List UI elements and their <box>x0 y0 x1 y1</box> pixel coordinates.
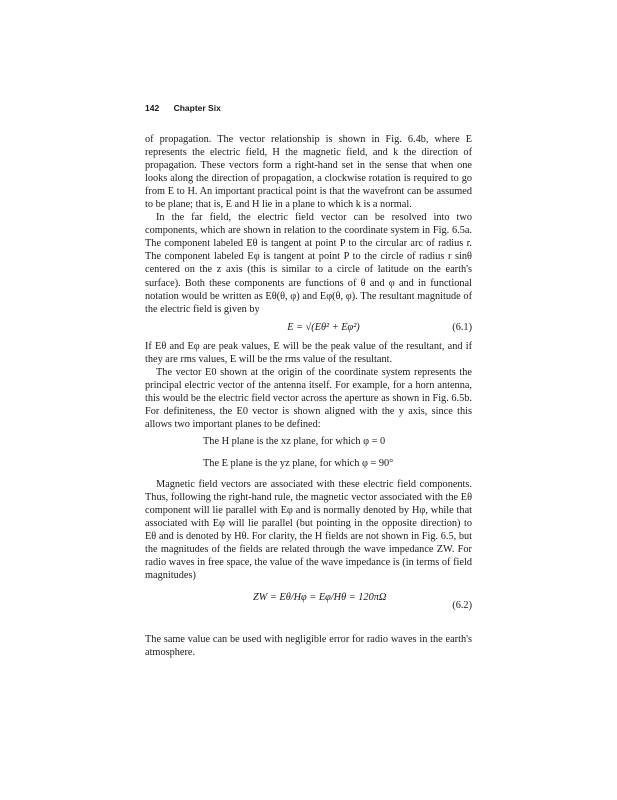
equation-6-2-number: (6.2) <box>452 599 472 611</box>
paragraph-2: In the far field, the electric field vector can be resolved into two components, which are shown in relation to the coordinate system in Fig. 6.5a. The component labeled Eθ is tangent at point P to the circular arc of radius r. The component labeled Eφ is tangent at point P to the circle of radius r sinθ centered on the z axis (this is similar to a circle of latitude on the earth's surface). Both these components are functions of θ and φ and in functional notation would be written as Eθ(θ, φ) and Eφ(θ, φ). The resultant magnitude of the electric field is given by <box>145 212 472 315</box>
equation-6-1 <box>145 321 472 334</box>
paragraph-3: If Eθ and Eφ are peak values, E will be the peak value of the resultant, and if they are rms values, E will be the rms value of the resultant. <box>145 340 472 365</box>
running-header <box>145 103 472 133</box>
page-number: 142 <box>145 103 160 113</box>
chapter-title: Chapter Six <box>173 103 221 113</box>
equation-6-2-formula: ZW = Eθ/Hφ = Eφ/Hθ = 120πΩ <box>253 591 387 603</box>
equation-6-1-number: (6.1) <box>452 321 472 333</box>
paragraph-1: of propagation. The vector relationship is shown in Fig. 6.4b, where E represents the electric field, H the magnetic field, and k the direction of propagation. These vectors form a right-hand set in the sense that when one looks along the direction of propagation, a clockwise rotation is required to go from E to H. An important practical point is that the wavefront can be assumed to be plane; that is, E and H lie in a plane to which k is a normal. <box>145 134 472 211</box>
paragraph-6: The same value can be used with negligible error for radio waves in the earth's atmosphere. <box>145 633 472 658</box>
e-plane-definition: The E plane is the yz plane, for which φ = 90° <box>203 458 394 470</box>
body-text <box>145 133 472 659</box>
paragraph-5: Magnetic field vectors are associated with these electric field components. Thus, following the right-hand rule, the magnetic vector associated with the Eθ component will lie parallel with Eφ and is normally denoted by Hφ, while that associated with Eφ will lie parallel (but pointing in the opposite direction) to Eθ and is denoted by Hθ. For clarity, the H fields are not shown in Fig. 6.5, but the magnitudes of the fields are related through the wave impedance ZW. For radio waves in free space, the value of the wave impedance is (in terms of field magnitudes) <box>145 479 472 582</box>
paragraph-4: The vector E0 shown at the origin of the coordinate system represents the principal electric vector of the antenna itself. For example, for a horn antenna, this would be the electric field vector across the aperture as shown in Fig. 6.5b. For definiteness, the E0 vector is shown aligned with the y axis, since this allows two important planes to be defined: <box>145 366 472 430</box>
equation-6-2 <box>145 589 472 623</box>
h-plane-definition: The H plane is the xz plane, for which φ = 0 <box>203 436 386 448</box>
equation-6-1-formula: E = √(Eθ² + Eφ²) <box>287 321 360 333</box>
document-page <box>145 103 472 659</box>
